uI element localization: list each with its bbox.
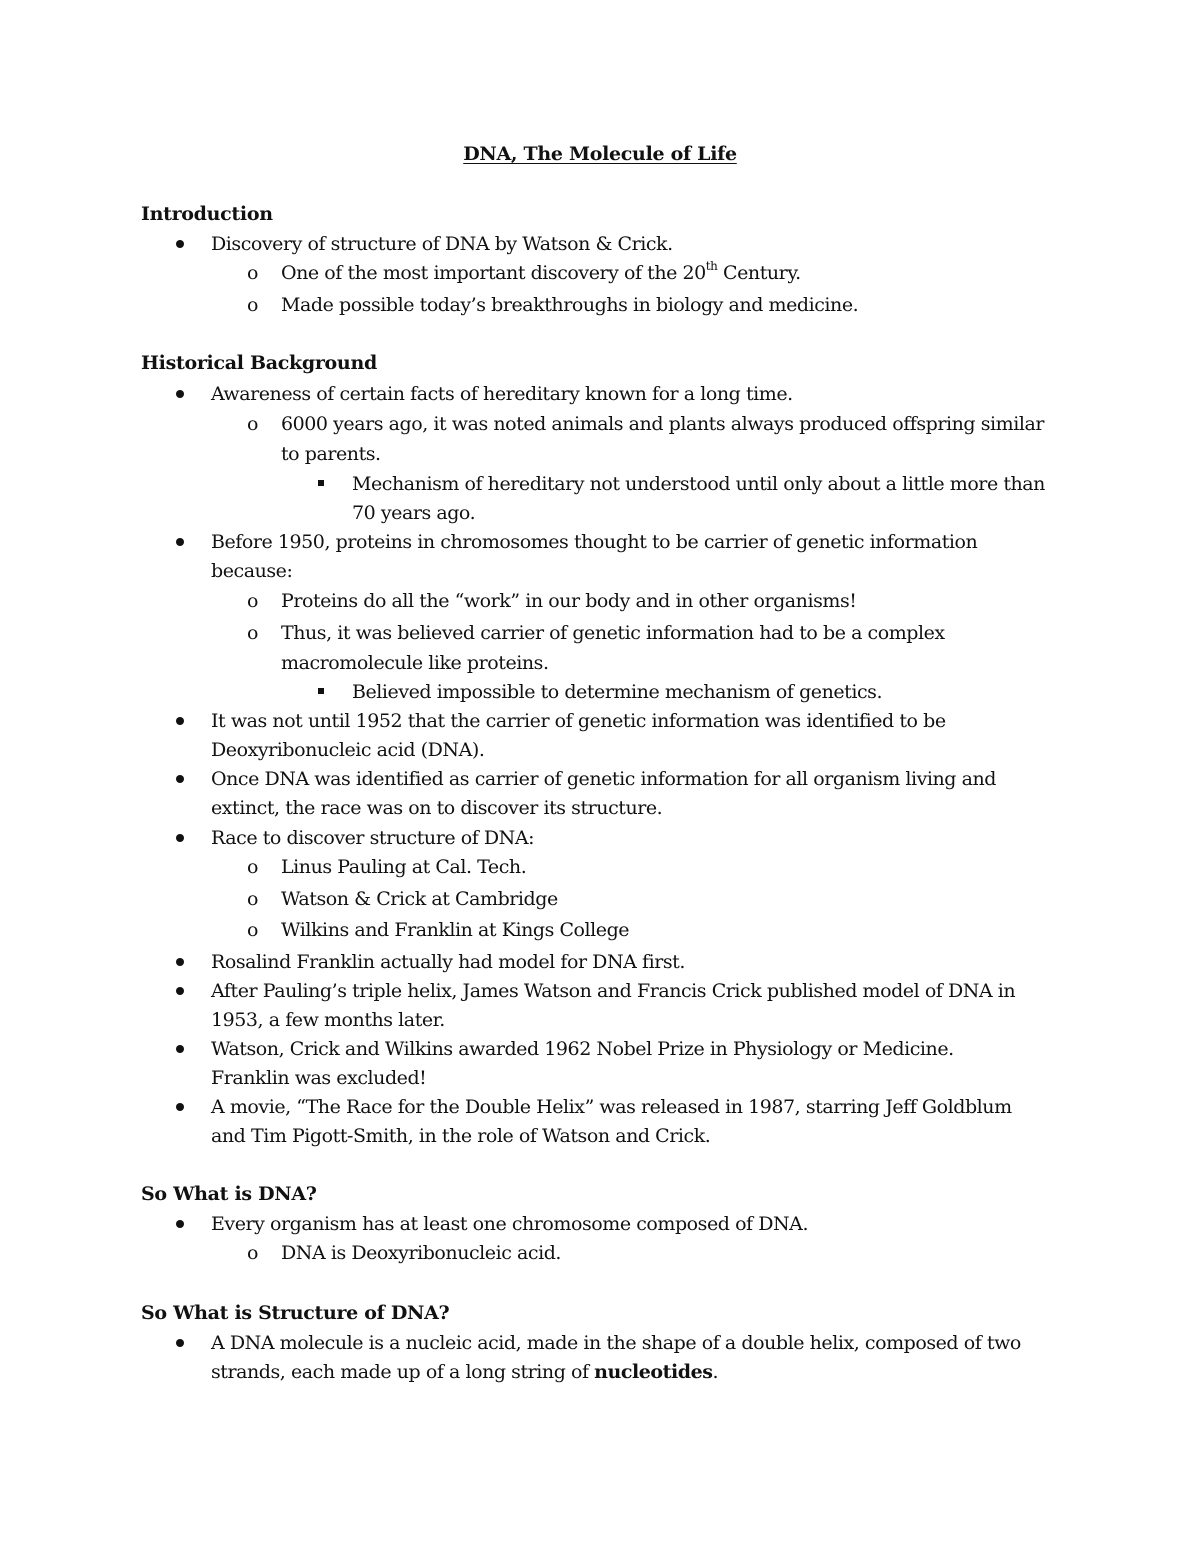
bullet-dot (176, 240, 184, 248)
bullet-circle: o (247, 622, 259, 644)
bullet-dot (176, 834, 184, 842)
bullet-circle: o (247, 1242, 259, 1264)
bullet-dot (176, 538, 184, 546)
list-item: Discovery of structure of DNA by Watson & Crick. (211, 233, 673, 255)
bullet-circle: o (247, 856, 259, 878)
list-item: One of the most important discovery of the 20th Century. (281, 258, 801, 284)
bullet-circle: o (247, 262, 259, 284)
bullet-dot (176, 717, 184, 725)
bullet-circle: o (247, 413, 259, 435)
list-item: Rosalind Franklin actually had model for DNA first. (211, 951, 685, 973)
list-item: A DNA molecule is a nucleic acid, made in the shape of a double helix, composed of two (211, 1332, 1021, 1354)
bullet-dot (176, 390, 184, 398)
list-item-continuation: and Tim Pigott-Smith, in the role of Watson and Crick. (211, 1125, 711, 1147)
bullet-circle: o (247, 294, 259, 316)
list-item-continuation: macromolecule like proteins. (281, 652, 549, 674)
list-item-continuation: because: (211, 560, 293, 582)
list-item: A movie, “The Race for the Double Helix” was released in 1987, starring Jeff Goldblum (211, 1096, 1012, 1118)
list-item: Watson, Crick and Wilkins awarded 1962 Nobel Prize in Physiology or Medicine. (211, 1038, 954, 1060)
bullet-dot (176, 1103, 184, 1111)
list-item: It was not until 1952 that the carrier of genetic information was identified to be (211, 710, 946, 732)
bullet-square (318, 480, 324, 486)
list-item: After Pauling’s triple helix, James Watson and Francis Crick published model of DNA in (211, 980, 1016, 1002)
list-item-continuation: Franklin was excluded! (211, 1067, 427, 1089)
list-item: Every organism has at least one chromosome composed of DNA. (211, 1213, 809, 1235)
list-item-continuation: 1953, a few months later. (211, 1009, 445, 1031)
bullet-dot (176, 987, 184, 995)
list-item: Thus, it was believed carrier of genetic information had to be a complex (281, 622, 945, 644)
list-item: Linus Pauling at Cal. Tech. (281, 856, 527, 878)
bullet-dot (176, 1220, 184, 1228)
bullet-circle: o (247, 888, 259, 910)
list-item-continuation: Deoxyribonucleic acid (DNA). (211, 739, 485, 761)
list-item: Once DNA was identified as carrier of genetic information for all organism living and (211, 768, 996, 790)
heading-historical-background: Historical Background (141, 352, 377, 374)
list-item-continuation: strands, each made up of a long string of nucleotides. (211, 1361, 719, 1383)
bullet-dot (176, 775, 184, 783)
list-item: Mechanism of hereditary not understood until only about a little more than (352, 473, 1045, 495)
bullet-square (318, 688, 324, 694)
list-item-continuation: to parents. (281, 443, 381, 465)
list-item: Before 1950, proteins in chromosomes thought to be carrier of genetic information (211, 531, 978, 553)
list-item: Race to discover structure of DNA: (211, 827, 535, 849)
list-item: Awareness of certain facts of hereditary known for a long time. (211, 383, 793, 405)
bullet-dot (176, 1045, 184, 1053)
heading-introduction: Introduction (141, 203, 273, 225)
list-item-continuation: 70 years ago. (352, 502, 476, 524)
list-item: Believed impossible to determine mechanism of genetics. (352, 681, 883, 703)
list-item-continuation: extinct, the race was on to discover its structure. (211, 797, 663, 819)
heading-what-is-dna: So What is DNA? (141, 1183, 317, 1205)
list-item: Proteins do all the “work” in our body and in other organisms! (281, 590, 857, 612)
list-item: Watson & Crick at Cambridge (281, 888, 558, 910)
list-item: 6000 years ago, it was noted animals and plants always produced offspring similar (281, 413, 1044, 435)
list-item: Made possible today’s breakthroughs in biology and medicine. (281, 294, 859, 316)
bullet-circle: o (247, 919, 259, 941)
bullet-circle: o (247, 590, 259, 612)
list-item: DNA is Deoxyribonucleic acid. (281, 1242, 562, 1264)
bullet-dot (176, 1339, 184, 1347)
list-item: Wilkins and Franklin at Kings College (281, 919, 630, 941)
document-title: DNA, The Molecule of Life (463, 143, 737, 165)
heading-structure-of-dna: So What is Structure of DNA? (141, 1302, 450, 1324)
bold-term: nucleotides (594, 1361, 713, 1383)
bullet-dot (176, 958, 184, 966)
